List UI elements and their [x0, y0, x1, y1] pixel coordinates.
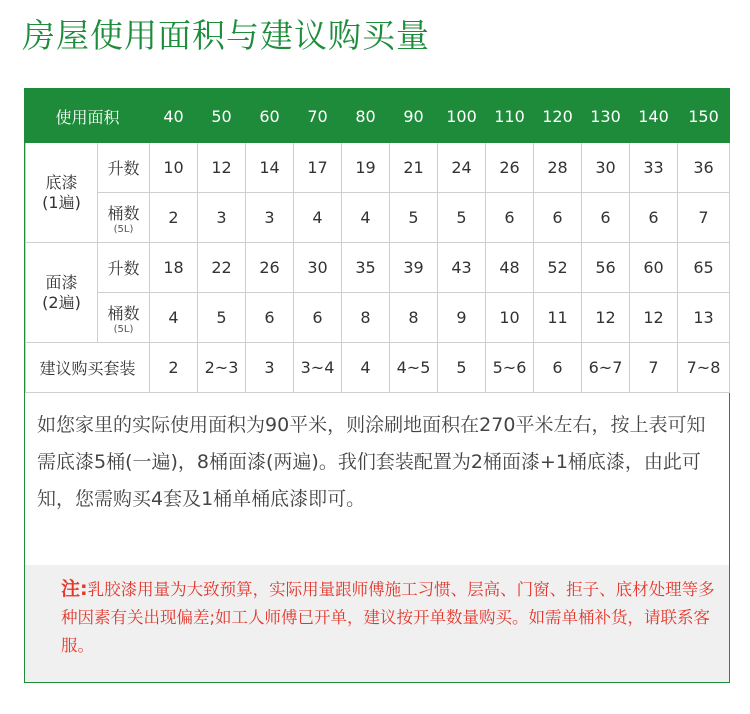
table-cell: 5 [438, 193, 486, 243]
table-cell: 19 [342, 143, 390, 193]
table-cell: 65 [678, 243, 730, 293]
table-cell: 7 [630, 343, 678, 393]
header-area-cell: 60 [246, 90, 294, 143]
topcoat-category-name: 面漆 [45, 272, 78, 292]
warning-box [25, 565, 729, 682]
table-cell: 60 [630, 243, 678, 293]
primer-buckets-row [26, 193, 730, 243]
table-cell: 5 [438, 343, 486, 393]
primer-buckets-label-text: 桶数 [107, 203, 140, 223]
table-cell: 6 [630, 193, 678, 243]
table-cell: 36 [678, 143, 730, 193]
table-cell: 3 [246, 193, 294, 243]
topcoat-liters-label: 升数 [98, 243, 150, 293]
header-area-cell: 110 [486, 90, 534, 143]
primer-liters-label: 升数 [98, 143, 150, 193]
topcoat-category-coats: (2遍) [42, 292, 81, 312]
page-title: 房屋使用面积与建议购买量 [22, 16, 430, 55]
paint-usage-panel [24, 88, 730, 683]
table-cell: 12 [198, 143, 246, 193]
table-cell: 12 [582, 293, 630, 343]
suggest-row [26, 343, 730, 393]
table-cell: 30 [582, 143, 630, 193]
table-cell: 10 [150, 143, 198, 193]
table-cell: 10 [486, 293, 534, 343]
table-cell: 2~3 [198, 343, 246, 393]
table-cell: 3 [198, 193, 246, 243]
header-area-cell: 100 [438, 90, 486, 143]
primer-buckets-unit: (5L) [113, 223, 134, 235]
paint-usage-table [25, 89, 730, 393]
primer-category [26, 143, 98, 243]
warning-text: 乳胶漆用量为大致预算，实际用量跟师傅施工习惯、层高、门窗、拒子、底材处理等多种因素有关出现偏差;如工人师傅已开单，建议按开单数量购买。如需单桶补货，请联系客服。 [61, 580, 715, 655]
table-cell: 7 [678, 193, 730, 243]
header-row [26, 90, 730, 143]
table-cell: 5 [390, 193, 438, 243]
header-area-cell: 50 [198, 90, 246, 143]
table-cell: 5 [198, 293, 246, 343]
table-cell: 35 [342, 243, 390, 293]
table-cell: 5~6 [486, 343, 534, 393]
topcoat-buckets-label [98, 293, 150, 343]
table-cell: 26 [246, 243, 294, 293]
table-cell: 8 [390, 293, 438, 343]
topcoat-liters-row [26, 243, 730, 293]
table-cell: 6 [582, 193, 630, 243]
table-cell: 56 [582, 243, 630, 293]
header-area-cell: 40 [150, 90, 198, 143]
primer-category-coats: (1遍) [42, 192, 81, 212]
primer-buckets-label [98, 193, 150, 243]
warning-prefix: 注: [61, 578, 88, 600]
table-cell: 39 [390, 243, 438, 293]
table-cell: 9 [438, 293, 486, 343]
table-cell: 48 [486, 243, 534, 293]
header-area-cell: 130 [582, 90, 630, 143]
table-cell: 22 [198, 243, 246, 293]
table-cell: 2 [150, 343, 198, 393]
topcoat-buckets-unit: (5L) [113, 323, 134, 335]
table-cell: 4 [342, 343, 390, 393]
table-cell: 43 [438, 243, 486, 293]
table-cell: 14 [246, 143, 294, 193]
topcoat-category [26, 243, 98, 343]
header-area-cell: 150 [678, 90, 730, 143]
table-cell: 12 [630, 293, 678, 343]
header-area-label: 使用面积 [26, 90, 150, 143]
table-cell: 4 [150, 293, 198, 343]
table-cell: 6~7 [582, 343, 630, 393]
header-area-cell: 80 [342, 90, 390, 143]
table-cell: 26 [486, 143, 534, 193]
table-cell: 6 [294, 293, 342, 343]
table-cell: 3 [246, 343, 294, 393]
primer-liters-row [26, 143, 730, 193]
table-cell: 21 [390, 143, 438, 193]
table-cell: 18 [150, 243, 198, 293]
table-cell: 30 [294, 243, 342, 293]
table-cell: 28 [534, 143, 582, 193]
table-cell: 6 [486, 193, 534, 243]
table-cell: 8 [342, 293, 390, 343]
table-cell: 6 [534, 193, 582, 243]
header-area-cell: 70 [294, 90, 342, 143]
example-explanation: 如您家里的实际使用面积为90平米，则涂刷地面积在270平米左右，按上表可知需底漆5桶(一遍)，8桶面漆(两遍)。我们套装配置为2桶面漆+1桶底漆，由此可知，您需购买4套及1桶单桶底漆即可。 [37, 414, 706, 510]
table-cell: 11 [534, 293, 582, 343]
table-cell: 6 [534, 343, 582, 393]
topcoat-buckets-row [26, 293, 730, 343]
table-cell: 6 [246, 293, 294, 343]
header-area-cell: 90 [390, 90, 438, 143]
table-cell: 52 [534, 243, 582, 293]
header-area-cell: 140 [630, 90, 678, 143]
table-cell: 7~8 [678, 343, 730, 393]
header-area-cell: 120 [534, 90, 582, 143]
table-cell: 2 [150, 193, 198, 243]
table-cell: 4 [294, 193, 342, 243]
table-cell: 4 [342, 193, 390, 243]
table-cell: 33 [630, 143, 678, 193]
table-cell: 24 [438, 143, 486, 193]
suggest-label: 建议购买套装 [26, 343, 150, 393]
table-cell: 17 [294, 143, 342, 193]
table-cell: 13 [678, 293, 730, 343]
table-cell: 4~5 [390, 343, 438, 393]
primer-category-name: 底漆 [45, 172, 78, 192]
table-cell: 3~4 [294, 343, 342, 393]
topcoat-buckets-label-text: 桶数 [107, 303, 140, 323]
